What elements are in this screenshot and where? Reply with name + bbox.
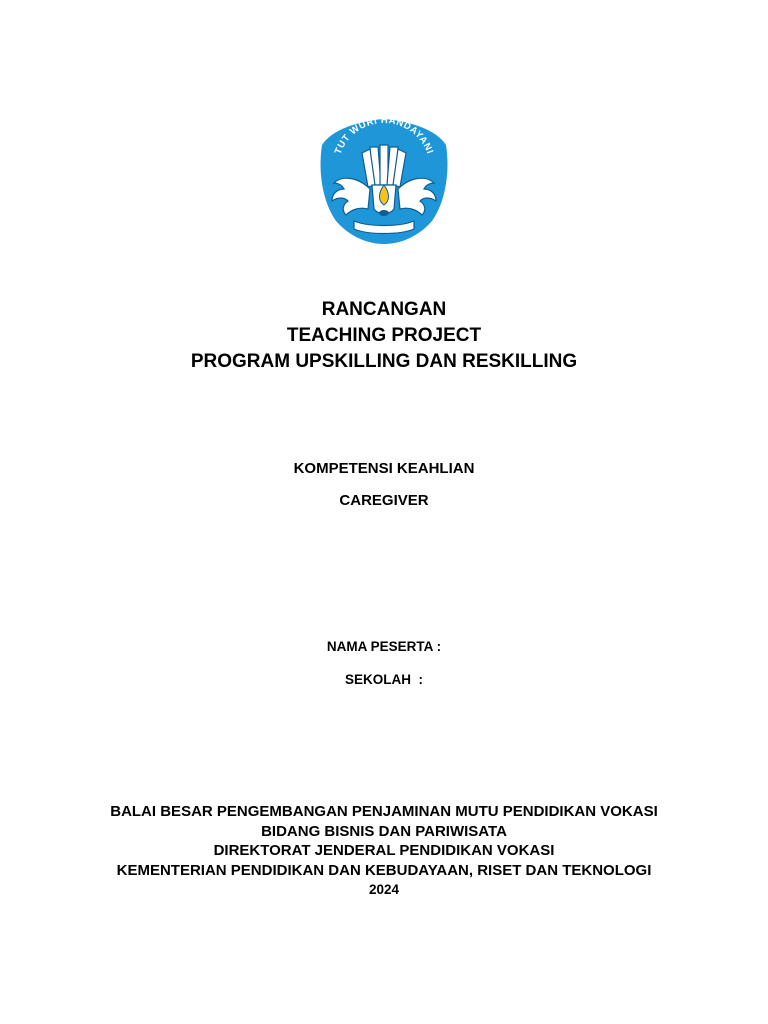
title-line-2: TEACHING PROJECT	[286, 325, 482, 346]
participant-name-label: NAMA PESERTA :	[326, 639, 442, 654]
institution-line-1: BALAI BESAR PENGEMBANGAN PENJAMINAN MUTU PENDIDIKAN VOKASI	[110, 803, 658, 820]
institution-block	[0, 802, 768, 900]
competency-value: CAREGIVER	[339, 492, 429, 509]
school-label: SEKOLAH :	[344, 672, 423, 687]
title-line-1: RANCANGAN	[321, 299, 447, 320]
institution-line-4: KEMENTERIAN PENDIDIKAN DAN KEBUDAYAAN, RISET DAN TEKNOLOGI	[116, 861, 652, 879]
competency-label: KOMPETENSI KEAHLIAN	[293, 460, 475, 477]
title-line-3: PROGRAM UPSKILLING DAN RESKILLING	[190, 351, 578, 372]
document-year: 2024	[368, 882, 400, 897]
book-feathers-icon	[362, 145, 406, 187]
motto-text: TUT WURI HANDAYANI	[332, 117, 436, 156]
institution-line-3: DIREKTORAT JENDERAL PENDIDIKAN VOKASI	[213, 842, 555, 859]
institution-line-2: BIDANG BISNIS DAN PARIWISATA	[261, 822, 507, 840]
tut-wuri-handayani-logo	[318, 117, 450, 245]
document-title	[0, 297, 768, 375]
